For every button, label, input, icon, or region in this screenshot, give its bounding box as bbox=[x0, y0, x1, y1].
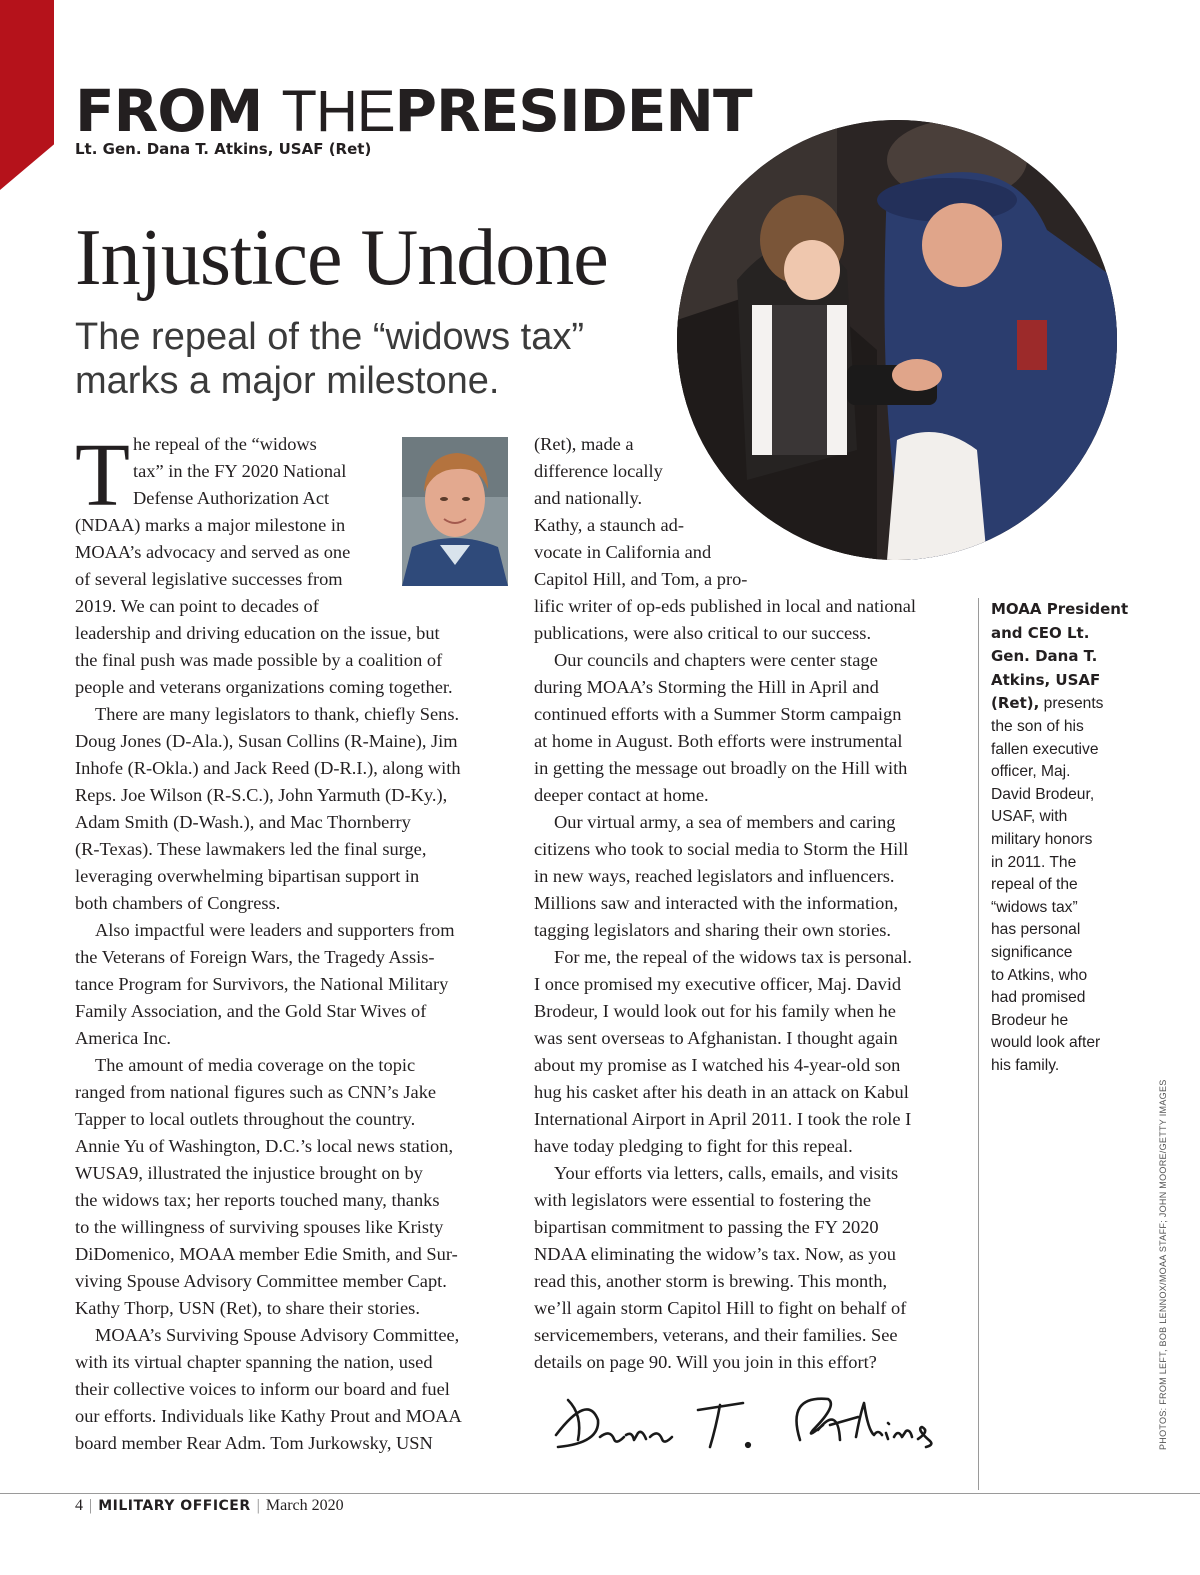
text-line: leadership and driving education on the issue, but bbox=[75, 623, 440, 643]
text-line: of several legislative successes from bbox=[75, 569, 343, 589]
caption-divider bbox=[978, 598, 979, 1490]
text-line: he repeal of the “widows bbox=[133, 434, 317, 454]
text-line: with its virtual chapter spanning the nation, used bbox=[75, 1352, 433, 1372]
text-line: to the willingness of surviving spouses like Kristy bbox=[75, 1217, 444, 1237]
text-line: the widows tax; her reports touched many, thanks bbox=[75, 1190, 440, 1210]
text-line: board member Rear Adm. Tom Jurkowsky, USN bbox=[75, 1433, 433, 1453]
text-line: servicemembers, veterans, and their families. See bbox=[534, 1325, 898, 1345]
text-line: publications, were also critical to our success. bbox=[534, 623, 872, 643]
text-line: people and veterans organizations coming together. bbox=[75, 677, 453, 697]
text-line: Our virtual army, a sea of members and caring bbox=[554, 812, 896, 832]
text-line: in getting the message out broadly on the Hill with bbox=[534, 758, 908, 778]
text-line: Reps. Joe Wilson (R-S.C.), John Yarmuth (D-Ky.), bbox=[75, 785, 448, 805]
text-line: Family Association, and the Gold Star Wives of bbox=[75, 1001, 427, 1021]
text-line: Defense Authorization Act bbox=[133, 488, 330, 508]
text-line: the final push was made possible by a coalition of bbox=[75, 650, 443, 670]
text-line: WUSA9, illustrated the injustice brought on by bbox=[75, 1163, 423, 1183]
text-line: Inhofe (R-Okla.) and Jack Reed (D-R.I.), along with bbox=[75, 758, 461, 778]
text-line: leveraging overwhelming bipartisan support in bbox=[75, 866, 420, 886]
text-line: Millions saw and interacted with the information, bbox=[534, 893, 899, 913]
text-line: I once promised my executive officer, Maj. David bbox=[534, 974, 902, 994]
text-line: we’ll again storm Capitol Hill to fight on behalf of bbox=[534, 1298, 907, 1318]
text-line: tance Program for Survivors, the National Military bbox=[75, 974, 449, 994]
article-column-2 bbox=[534, 431, 916, 1376]
text-line: during MOAA’s Storming the Hill in April and bbox=[534, 677, 879, 697]
text-line: Capitol Hill, and Tom, a pro- bbox=[534, 569, 748, 589]
text-line: both chambers of Congress. bbox=[75, 893, 281, 913]
article-deck: The repeal of the “widows tax” marks a major milestone. bbox=[75, 316, 585, 402]
byline: Lt. Gen. Dana T. Atkins, USAF (Ret) bbox=[75, 140, 372, 158]
text-line: deeper contact at home. bbox=[534, 785, 709, 805]
text-line: Adam Smith (D-Wash.), and Mac Thornberry bbox=[75, 812, 411, 832]
text-line: DiDomenico, MOAA member Edie Smith, and Sur- bbox=[75, 1244, 458, 1264]
text-line: Annie Yu of Washington, D.C.’s local news station, bbox=[75, 1136, 454, 1156]
magazine-name: MILITARY OFFICER bbox=[98, 1498, 251, 1514]
text-line: America Inc. bbox=[75, 1028, 171, 1048]
article-headline: Injustice Undone bbox=[75, 214, 608, 302]
text-line: bipartisan commitment to passing the FY 2020 bbox=[534, 1217, 879, 1237]
article-column-1 bbox=[75, 426, 462, 1457]
text-line: and nationally. bbox=[534, 488, 643, 508]
text-line: citizens who took to social media to Storm the Hill bbox=[534, 839, 909, 859]
text-line: their collective voices to inform our board and fuel bbox=[75, 1379, 450, 1399]
text-line: at home in August. Both efforts were instrumental bbox=[534, 731, 903, 751]
issue-date: March 2020 bbox=[265, 1497, 344, 1514]
drop-cap: T bbox=[75, 426, 130, 525]
section-kicker: FROM THEPRESIDENT bbox=[75, 77, 752, 145]
text-line: (NDAA) marks a major milestone in bbox=[75, 515, 346, 535]
footer-rule bbox=[0, 1493, 1200, 1494]
text-line: Kathy Thorp, USN (Ret), to share their stories. bbox=[75, 1298, 420, 1318]
text-line: Tapper to local outlets throughout the country. bbox=[75, 1109, 416, 1129]
text-line: Also impactful were leaders and supporters from bbox=[95, 920, 455, 940]
text-line: There are many legislators to thank, chiefly Sens. bbox=[95, 704, 460, 724]
text-line: vocate in California and bbox=[534, 542, 712, 562]
text-line: (R-Texas). These lawmakers led the final surge, bbox=[75, 839, 427, 859]
signature bbox=[538, 1385, 938, 1465]
text-line: with legislators were essential to fostering the bbox=[534, 1190, 872, 1210]
text-line: ranged from national figures such as CNN’s Jake bbox=[75, 1082, 437, 1102]
text-line: read this, another storm is brewing. This month, bbox=[534, 1271, 888, 1291]
text-line: continued efforts with a Summer Storm campaign bbox=[534, 704, 902, 724]
text-line: in new ways, reached legislators and influencers. bbox=[534, 866, 895, 886]
text-line: difference locally bbox=[534, 461, 663, 481]
text-line: the Veterans of Foreign Wars, the Tragedy Assis- bbox=[75, 947, 435, 967]
text-line: 2019. We can point to decades of bbox=[75, 596, 319, 616]
text-line: about my promise as I watched his 4-year-old son bbox=[534, 1055, 901, 1075]
text-line: tax” in the FY 2020 National bbox=[133, 461, 347, 481]
photo-caption: MOAA President and CEO Lt. Gen. Dana T. Atkins, USAF (Ret), presents the son of his fallen executive officer, Maj. David Brodeur, USAF, with military honors in 2011. The repeal of the “widows tax” has personal significance to Atkins, who had promised Brodeur he would look after his family. bbox=[991, 600, 1129, 1074]
text-line: The amount of media coverage on the topic bbox=[95, 1055, 416, 1075]
page-footer: 4 | MILITARY OFFICER | March 2020 bbox=[75, 1497, 344, 1514]
text-line: Brodeur, I would look out for his family when he bbox=[534, 1001, 896, 1021]
text-line: International Airport in April 2011. I took the role I bbox=[534, 1109, 912, 1129]
text-line: hug his casket after his death in an attack on Kabul bbox=[534, 1082, 909, 1102]
text-line: details on page 90. Will you join in this effort? bbox=[534, 1352, 877, 1372]
text-line: Our councils and chapters were center stage bbox=[554, 650, 878, 670]
text-line: Your efforts via letters, calls, emails, and visits bbox=[554, 1163, 899, 1183]
text-line: tagging legislators and sharing their own stories. bbox=[534, 920, 892, 940]
text-line: Doug Jones (D-Ala.), Susan Collins (R-Maine), Jim bbox=[75, 731, 458, 751]
text-line: MOAA’s Surviving Spouse Advisory Committee, bbox=[95, 1325, 460, 1345]
page-number: 4 bbox=[75, 1497, 83, 1514]
text-line: our efforts. Individuals like Kathy Prout and MOAA bbox=[75, 1406, 462, 1426]
text-line: For me, the repeal of the widows tax is personal. bbox=[554, 947, 913, 967]
text-line: Kathy, a staunch ad- bbox=[534, 515, 684, 535]
text-line: was sent overseas to Afghanistan. I thought again bbox=[534, 1028, 898, 1048]
text-line: lific writer of op-eds published in local and national bbox=[534, 596, 917, 616]
section-color-tab bbox=[0, 0, 54, 190]
text-line: NDAA eliminating the widow’s tax. Now, as you bbox=[534, 1244, 896, 1264]
photo-credit: PHOTOS: FROM LEFT, BOB LENNOX/MOAA STAFF; JOHN MOORE/GETTY IMAGES bbox=[1158, 1079, 1168, 1450]
text-line: MOAA’s advocacy and served as one bbox=[75, 542, 351, 562]
text-line: viving Spouse Advisory Committee member Capt. bbox=[75, 1271, 447, 1291]
text-line: (Ret), made a bbox=[534, 434, 634, 454]
text-line: have today pledging to fight for this repeal. bbox=[534, 1136, 853, 1156]
